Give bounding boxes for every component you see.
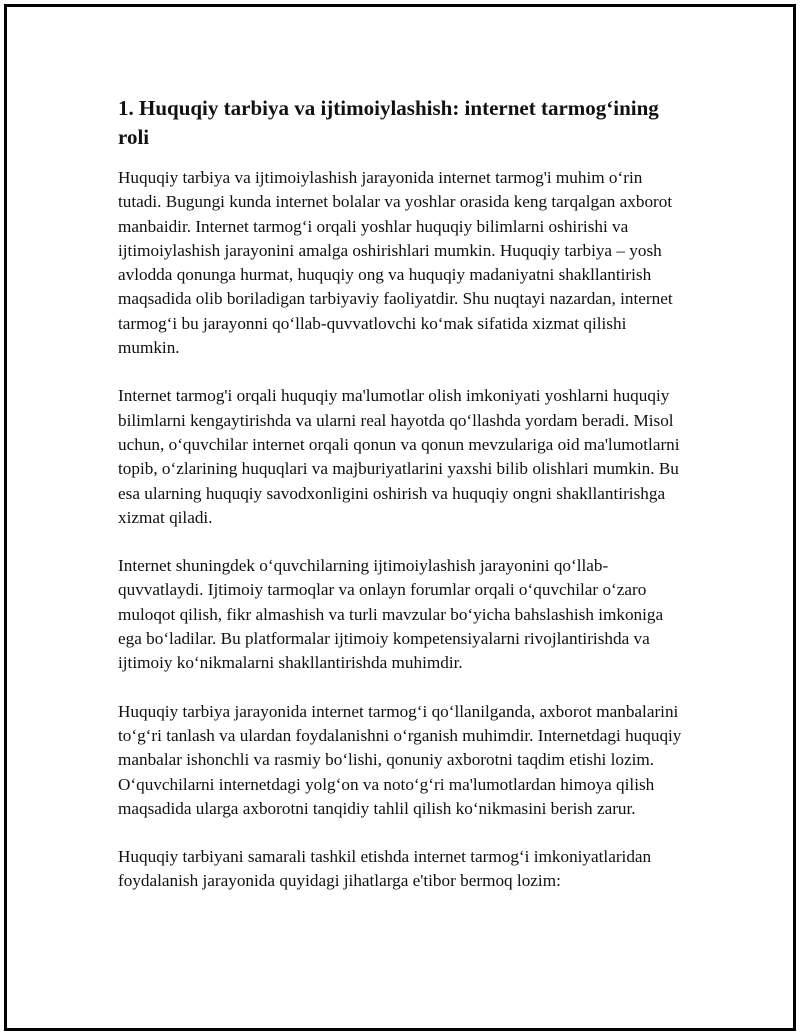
document-body xyxy=(118,94,688,918)
paragraph: Huquqiy tarbiya va ijtimoiylashish jarayonida internet tarmog'i muhim o‘rin tutadi. Bugungi kunda internet bolalar va yoshlar orasida keng tarqalgan axborot manbaidir. Internet tarmog‘i orqali yoshlar huquqiy bilimlarni oshirishi va ijtimoiylashish jarayonini amalga oshirishlari mumkin. Huquqiy tarbiya – yosh avlodda qonunga hurmat, huquqiy ong va huquqiy madaniyatni shakllantirish maqsadida olib boriladigan tarbiyaviy faoliyatdir. Shu nuqtayi nazardan, internet tarmog‘i bu jarayonni qo‘llab-quvvatlovchi ko‘mak sifatida xizmat qilishi mumkin. xyxy=(118,168,673,358)
paragraph: Huquqiy tarbiya jarayonida internet tarmog‘i qo‘llanilganda, axborot manbalarini to‘g‘ri tanlash va ulardan foydalanishni o‘rganish muhimdir. Internetdagi huquqiy manbalar ishonchli va rasmiy bo‘lishi, qonuniy axborotni taqdim etishi lozim. O‘quvchilarni internetdagi yolg‘on va noto‘g‘ri ma'lumotlardan himoya qilish maqsadida ularga axborotni tanqidiy tahlil qilish ko‘nikmasini berish zarur. xyxy=(118,701,682,818)
paragraph: Huquqiy tarbiyani samarali tashkil etishda internet tarmog‘i imkoniyatlaridan foydalanish jarayonida quyidagi jihatlarga e'tibor bermoq lozim: xyxy=(118,847,652,891)
paragraph: Internet tarmog'i orqali huquqiy ma'lumotlar olish imkoniyati yoshlarni huquqiy bilimlarni kengaytirishda va ularni real hayotda qo‘llashda yordam beradi. Misol uchun, o‘quvchilar internet orqali qonun va qonun mevzulariga oid ma'lumotlarni topib, o‘zlarining huquqlari va majburiyatlarini yaxshi bilib olishlari mumkin. Bu esa ularning huquqiy savodxonligini oshirish va huquqiy ongni shakllantirishga xizmat qiladi. xyxy=(118,386,680,527)
paragraph: Internet shuningdek o‘quvchilarning ijtimoiylashish jarayonini qo‘llab-quvvatlaydi. Ijtimoiy tarmoqlar va onlayn forumlar orqali o‘quvchilar o‘zaro muloqot qilish, fikr almashish va turli mavzular bo‘yicha bahslashish imkoniga ega bo‘ladilar. Bu platformalar ijtimoiy kompetensiyalarni rivojlantirishda va ijtimoiy ko‘nikmalarni shakllantirishda muhimdir. xyxy=(118,556,664,673)
section-heading: 1. Huquqiy tarbiya va ijtimoiylashish: internet tarmog‘ining roli xyxy=(118,96,659,149)
